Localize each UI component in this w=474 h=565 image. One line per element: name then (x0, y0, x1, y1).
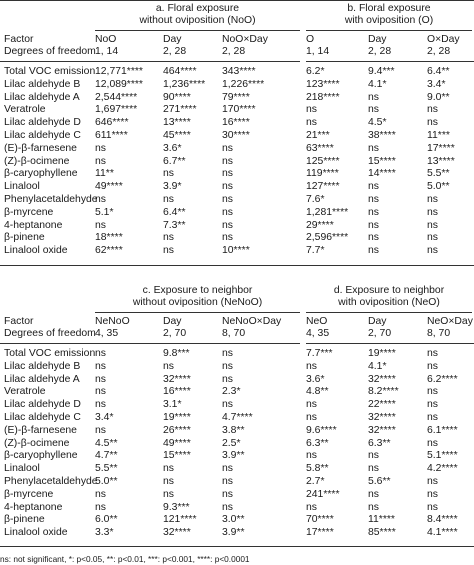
f-value-cell: ns (427, 348, 438, 359)
f-value-cell: 49**** (95, 181, 123, 193)
f-value-cell: ns (222, 155, 233, 167)
f-value-cell: 6.1**** (427, 424, 458, 436)
f-value-cell: ns (222, 232, 233, 244)
f-value-cell: 4.1* (368, 78, 387, 90)
f-value-cell: 2,596**** (306, 232, 349, 244)
f-value-cell: 15**** (163, 450, 191, 462)
f-value-cell: ns (222, 501, 233, 513)
f-value-cell: 7.7*** (306, 348, 333, 359)
f-value-cell: ns (368, 501, 379, 513)
header-rule (306, 61, 474, 62)
f-value-cell: 127**** (306, 181, 340, 193)
f-value-cell: 85**** (368, 527, 396, 539)
compound-name: Linalool oxide (4, 245, 68, 257)
df-value: 2, 28 (427, 46, 451, 57)
factor-header: Day (163, 316, 182, 327)
footnote: ns: not significant, *: p<0.05, **: p<0.01, ***: p<0.001, ****: p<0.0001 (0, 554, 250, 564)
f-value-cell: ns (427, 386, 438, 398)
f-value-cell: ns (222, 463, 233, 475)
f-value-cell: ns (222, 206, 233, 218)
f-value-cell: ns (163, 476, 174, 487)
f-value-cell: ns (368, 488, 379, 500)
f-value-cell: ns (222, 194, 233, 205)
f-value-cell: 170**** (222, 104, 256, 116)
compound-name: β-caryophyllene (4, 450, 78, 462)
f-value-cell: 6.4** (427, 66, 450, 77)
f-value-cell: ns (427, 219, 438, 231)
compound-name: β-pinene (4, 514, 45, 526)
f-value-cell: 3.9** (222, 450, 245, 462)
compound-name: Lilac aldehyde A (4, 373, 80, 385)
compound-name: Total VOC emission (4, 348, 96, 359)
f-value-cell: ns (306, 104, 317, 116)
f-value-cell: 22**** (368, 399, 396, 411)
f-value-cell: ns (95, 373, 106, 385)
f-value-cell: 12,089**** (95, 78, 143, 90)
compound-name: 4-heptanone (4, 501, 63, 513)
f-value-cell: ns (427, 360, 438, 372)
compound-name: β-caryophyllene (4, 168, 78, 180)
df-value: 4, 35 (306, 328, 330, 339)
compound-name: (E)-β-farnesene (4, 142, 77, 154)
factor-label: Factor (4, 316, 34, 327)
panel-title: b. Floral exposure (347, 3, 431, 14)
f-value-cell: 123**** (306, 78, 340, 90)
f-value-cell: 9.0** (427, 91, 450, 103)
f-value-cell: ns (222, 476, 233, 487)
f-value-cell: ns (368, 463, 379, 475)
group-rule (306, 312, 472, 313)
df-value: 1, 14 (95, 46, 119, 57)
compound-name: Lilac aldehyde B (4, 360, 81, 372)
df-value: 2, 70 (368, 328, 392, 339)
compound-name: (Z)-β-ocimene (4, 155, 70, 167)
f-value-cell: 6.7** (163, 155, 186, 167)
f-value-cell: ns (368, 181, 379, 193)
f-value-cell: 5.8** (306, 463, 329, 475)
factor-header: O×Day (427, 34, 460, 45)
f-value-cell: ns (306, 360, 317, 372)
f-value-cell: 4.5** (95, 437, 118, 449)
f-value-cell: ns (368, 206, 379, 218)
f-value-cell: 11*** (427, 130, 450, 141)
f-value-cell: ns (222, 219, 233, 231)
f-value-cell: 3.4* (95, 412, 114, 423)
f-value-cell: ns (368, 219, 379, 231)
f-value-cell: 241**** (306, 488, 340, 500)
f-value-cell: 32**** (368, 373, 396, 385)
f-value-cell: 6.2**** (427, 373, 458, 385)
top-rule (0, 0, 474, 1)
f-value-cell: ns (427, 488, 438, 500)
f-value-cell: 7.7* (306, 245, 325, 257)
group-rule (95, 30, 300, 31)
compound-name: Linalool (4, 463, 40, 475)
f-value-cell: ns (427, 437, 438, 449)
f-value-cell: 70**** (306, 514, 334, 526)
compound-name: Phenylacetaldehyde (4, 476, 98, 487)
f-value-cell: 32**** (163, 373, 191, 385)
f-value-cell: 17**** (427, 142, 455, 154)
f-value-cell: 125**** (306, 155, 340, 167)
f-value-cell: 90**** (163, 91, 191, 103)
f-value-cell: 6.2* (306, 66, 325, 77)
f-value-cell: 5.0** (95, 476, 118, 487)
f-value-cell: 38**** (368, 130, 396, 141)
compound-name: Lilac aldehyde A (4, 91, 80, 103)
f-value-cell: 3.6* (163, 142, 182, 154)
f-value-cell: ns (95, 360, 106, 372)
f-value-cell: 4.2**** (427, 463, 458, 475)
f-value-cell: 13**** (427, 155, 455, 167)
f-value-cell: 32**** (163, 527, 191, 539)
f-value-cell: ns (222, 488, 233, 500)
df-value: 8, 70 (427, 328, 451, 339)
f-value-cell: 11** (95, 168, 114, 180)
f-value-cell: ns (95, 155, 106, 167)
f-value-cell: 3.1* (163, 399, 182, 411)
header-rule (306, 343, 474, 344)
compound-name: β-pinene (4, 232, 45, 244)
f-value-cell: ns (368, 91, 379, 103)
compound-name: (E)-β-farnesene (4, 424, 77, 436)
f-value-cell: ns (306, 117, 317, 129)
f-value-cell: 6.0** (95, 514, 118, 526)
group-rule (306, 30, 472, 31)
df-value: 8, 70 (222, 328, 246, 339)
df-label: Degrees of freedom (4, 328, 96, 339)
f-value-cell: 5.0** (427, 181, 450, 193)
f-value-cell: 21*** (306, 130, 330, 141)
df-value: 4, 35 (95, 328, 119, 339)
compound-name: 4-heptanone (4, 219, 63, 231)
f-value-cell: 2.7* (306, 476, 325, 487)
compound-name: Lilac aldehyde C (4, 130, 81, 141)
f-value-cell: 3.8** (222, 424, 245, 436)
panel-subtitle: without oviposition (NeNoO) (132, 297, 263, 308)
f-value-cell: ns (163, 194, 174, 205)
f-value-cell: 3.6* (306, 373, 325, 385)
f-value-cell: 119**** (306, 168, 339, 180)
f-value-cell: ns (163, 360, 174, 372)
f-value-cell: 16**** (163, 386, 191, 398)
f-value-cell: 2.3* (222, 386, 241, 398)
f-value-cell: ns (163, 168, 174, 180)
f-value-cell: 29**** (306, 219, 334, 231)
f-value-cell: ns (222, 360, 233, 372)
f-value-cell: ns (306, 412, 317, 423)
f-value-cell: ns (427, 501, 438, 513)
f-value-cell: 5.1**** (427, 450, 458, 462)
f-value-cell: 13**** (163, 117, 191, 129)
factor-header: O (306, 34, 315, 45)
f-value-cell: 9.8*** (163, 348, 190, 359)
f-value-cell: ns (368, 104, 379, 116)
factor-header: NeO×Day (427, 316, 473, 327)
compound-name: Lilac aldehyde D (4, 117, 81, 129)
f-value-cell: ns (163, 245, 174, 257)
f-value-cell: 4.1* (368, 360, 387, 372)
panel-title: a. Floral exposure (155, 3, 240, 14)
f-value-cell: 2.5* (222, 437, 241, 449)
f-value-cell: 30**** (222, 130, 250, 141)
df-value: 2, 28 (222, 46, 246, 57)
f-value-cell: 2,544**** (95, 91, 138, 103)
f-value-cell: ns (95, 399, 106, 411)
f-value-cell: 5.1* (95, 206, 114, 218)
f-value-cell: ns (95, 194, 106, 205)
f-value-cell: ns (427, 232, 438, 244)
f-value-cell: 7.3** (163, 219, 186, 231)
bottom-rule (0, 546, 474, 547)
f-value-cell: ns (95, 424, 106, 436)
compound-name: Linalool oxide (4, 527, 68, 539)
df-value: 2, 70 (163, 328, 187, 339)
compound-name: β-myrcene (4, 206, 54, 218)
compound-name: Lilac aldehyde D (4, 399, 81, 411)
f-value-cell: ns (368, 194, 379, 205)
compound-name: Veratrole (4, 104, 46, 116)
panel-title: c. Exposure to neighbor (142, 285, 253, 296)
f-value-cell: 7.6* (306, 194, 325, 205)
factor-header: NeO (306, 316, 328, 327)
f-value-cell: 79**** (222, 91, 250, 103)
factor-label: Factor (4, 34, 34, 45)
factor-header: NoO×Day (222, 34, 268, 45)
f-value-cell: ns (222, 348, 233, 359)
f-value-cell: 62**** (95, 245, 123, 257)
factor-header: Day (368, 316, 387, 327)
f-value-cell: 6.3** (368, 437, 391, 449)
f-value-cell: ns (95, 501, 106, 513)
f-value-cell: ns (306, 450, 317, 462)
df-value: 1, 14 (306, 46, 330, 57)
f-value-cell: 1,236**** (163, 78, 206, 90)
f-value-cell: 4.5* (368, 117, 387, 129)
f-value-cell: 611**** (95, 130, 128, 141)
f-value-cell: ns (222, 399, 233, 411)
f-value-cell: 10**** (222, 245, 250, 257)
f-value-cell: 4.7** (95, 450, 118, 462)
f-value-cell: 343**** (222, 66, 256, 77)
f-value-cell: ns (368, 142, 379, 154)
factor-header: Day (368, 34, 387, 45)
f-value-cell: ns (427, 117, 438, 129)
f-value-cell: 4.8** (306, 386, 329, 398)
factor-header: Day (163, 34, 182, 45)
f-value-cell: 32**** (368, 424, 396, 436)
f-value-cell: ns (306, 399, 317, 411)
f-value-cell: ns (427, 206, 438, 218)
f-value-cell: ns (222, 373, 233, 385)
f-value-cell: 63**** (306, 142, 334, 154)
f-value-cell: 5.5** (427, 168, 450, 180)
f-value-cell: 9.3*** (163, 501, 190, 513)
f-value-cell: 18**** (95, 232, 123, 244)
panel-subtitle: with oviposition (O) (344, 15, 434, 26)
f-value-cell: ns (368, 245, 379, 257)
f-value-cell: 6.3** (306, 437, 329, 449)
header-rule (0, 61, 300, 62)
f-value-cell: ns (368, 232, 379, 244)
f-value-cell: ns (306, 501, 317, 513)
panel-subtitle: without oviposition (NoO) (139, 15, 256, 26)
f-value-cell: 12,771**** (95, 66, 143, 77)
f-value-cell: ns (95, 219, 106, 231)
header-rule (0, 343, 300, 344)
section-rule (0, 265, 474, 266)
f-value-cell: 6.4** (163, 206, 186, 218)
f-value-cell: 19**** (163, 412, 191, 423)
f-value-cell: 218**** (306, 91, 340, 103)
f-value-cell: 271**** (163, 104, 197, 116)
f-value-cell: ns (427, 104, 438, 116)
f-value-cell: 464**** (163, 66, 197, 77)
f-value-cell: 16**** (222, 117, 250, 129)
f-value-cell: 3.3* (95, 527, 114, 539)
f-value-cell: ns (427, 476, 438, 487)
f-value-cell: ns (163, 232, 174, 244)
df-value: 2, 28 (163, 46, 187, 57)
f-value-cell: 49**** (163, 437, 191, 449)
f-value-cell: 1,281**** (306, 206, 349, 218)
f-value-cell: 26**** (163, 424, 191, 436)
df-label: Degrees of freedom (4, 46, 96, 57)
f-value-cell: 646**** (95, 117, 129, 129)
f-value-cell: 8.4**** (427, 514, 458, 526)
f-value-cell: ns (427, 412, 438, 423)
f-value-cell: ns (427, 194, 438, 205)
f-value-cell: 4.1**** (427, 527, 458, 539)
f-value-cell: ns (222, 142, 233, 154)
compound-name: β-myrcene (4, 488, 54, 500)
f-value-cell: ns (163, 463, 174, 475)
f-value-cell: 8.2**** (368, 386, 399, 398)
group-rule (95, 312, 300, 313)
compound-name: Total VOC emission (4, 66, 96, 77)
f-value-cell: 19**** (368, 348, 396, 359)
factor-header: NeNoO×Day (222, 316, 282, 327)
f-value-cell: 9.4*** (368, 66, 395, 77)
df-value: 2, 28 (368, 46, 392, 57)
f-value-cell: ns (427, 245, 438, 257)
f-value-cell: ns (95, 386, 106, 398)
f-value-cell: 3.4* (427, 78, 446, 90)
f-value-cell: 9.6**** (306, 424, 337, 436)
f-value-cell: 1,226**** (222, 78, 265, 90)
f-value-cell: ns (95, 348, 106, 359)
f-value-cell: 3.0** (222, 514, 245, 526)
f-value-cell: ns (95, 142, 106, 154)
f-value-cell: 1,697**** (95, 104, 138, 116)
factor-header: NoO (95, 34, 117, 45)
f-value-cell: ns (427, 399, 438, 411)
f-value-cell: 121**** (163, 514, 197, 526)
f-value-cell: ns (368, 450, 379, 462)
f-value-cell: ns (222, 168, 233, 180)
panel-subtitle: with oviposition (NeO) (338, 297, 440, 308)
panel-title: d. Exposure to neighbor (333, 285, 445, 296)
f-value-cell: 3.9** (222, 527, 245, 539)
f-value-cell: ns (163, 488, 174, 500)
f-value-cell: ns (95, 488, 106, 500)
f-value-cell: 45**** (163, 130, 191, 141)
f-value-cell: 14**** (368, 168, 396, 180)
compound-name: Phenylacetaldehyde (4, 194, 98, 205)
compound-name: Lilac aldehyde C (4, 412, 81, 423)
f-value-cell: 5.5** (95, 463, 118, 475)
f-value-cell: 32**** (368, 412, 396, 423)
compound-name: Veratrole (4, 386, 46, 398)
f-value-cell: 17**** (306, 527, 334, 539)
f-value-cell: ns (222, 181, 233, 193)
f-value-cell: 4.7**** (222, 412, 253, 423)
compound-name: (Z)-β-ocimene (4, 437, 70, 449)
factor-header: NeNoO (95, 316, 130, 327)
f-value-cell: 11**** (368, 514, 395, 526)
f-value-cell: 15**** (368, 155, 396, 167)
f-value-cell: 5.6** (368, 476, 391, 487)
f-value-cell: 3.9* (163, 181, 182, 193)
compound-name: Lilac aldehyde B (4, 78, 81, 90)
compound-name: Linalool (4, 181, 40, 193)
